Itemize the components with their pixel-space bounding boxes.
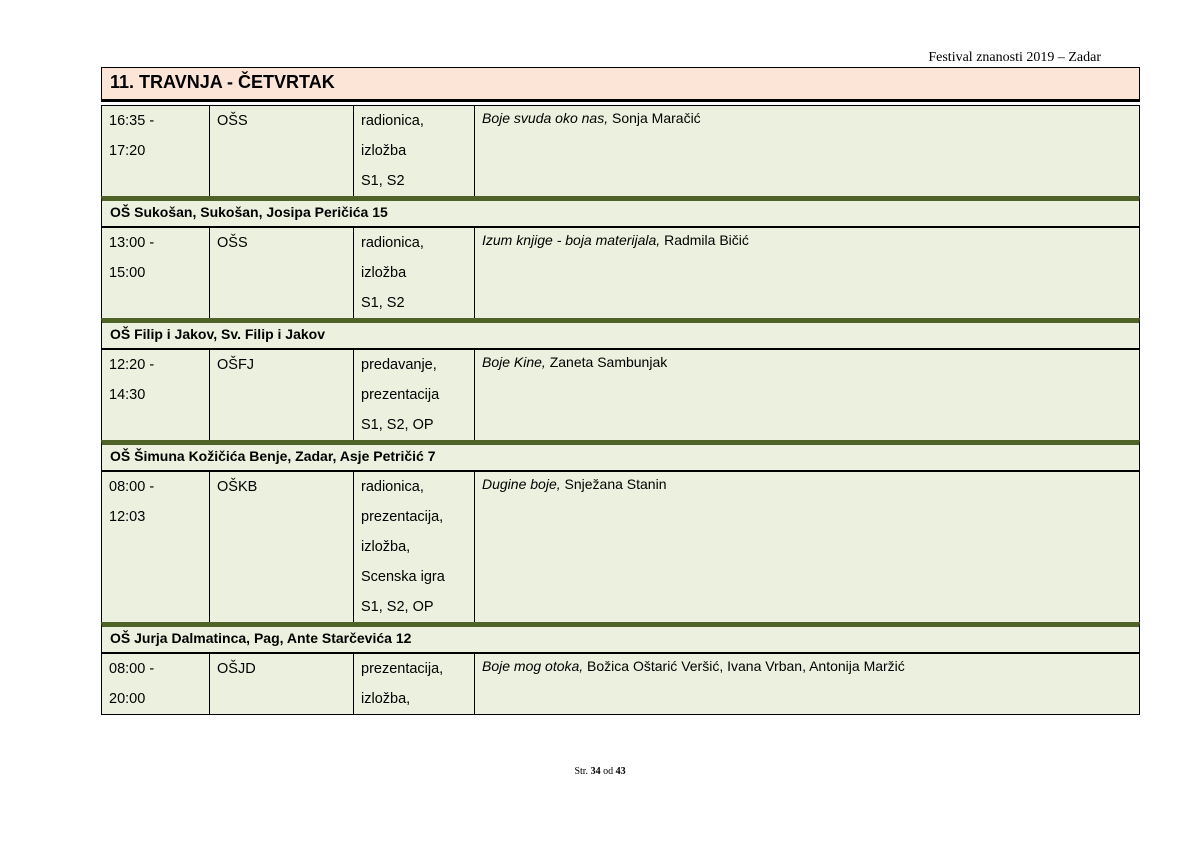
topic-title: Boje mog otoka, [482,658,584,674]
time-line: 16:35 - [109,113,155,129]
code-cell [210,654,354,715]
table-row [102,350,1140,441]
topic-authors: Snježana Stanin [560,476,667,492]
topic-cell [475,228,1140,319]
footer-prefix: Str. [574,766,589,777]
school-code: OŠKB [217,479,258,495]
table-row [102,106,1140,197]
activity-type: S1, S2 [361,173,405,189]
schedule-table [101,653,1140,715]
time-cell [102,350,210,441]
topic-title: Izum knjige - boja materijala, [482,232,661,248]
topic-cell [475,654,1140,715]
time-line: 08:00 - [109,479,155,495]
school-header: OŠ Sukošan, Sukošan, Josipa Peričića 15 [101,196,1140,227]
time-line: 08:00 - [109,661,155,677]
time-line: 20:00 [109,691,146,707]
activity-type: prezentacija [361,387,440,403]
time-cell [102,106,210,197]
activity-type: prezentacija, [361,509,444,525]
activity-type: izložba, [361,539,411,555]
school-header: OŠ Šimuna Kožičića Benje, Zadar, Asje Petričić 7 [101,440,1140,471]
topic-cell [475,106,1140,197]
schedule-table [101,471,1140,623]
activity-type: radionica, [361,113,424,129]
code-cell [210,106,354,197]
topic-title: Boje Kine, [482,354,546,370]
topic-cell [475,350,1140,441]
activity-type: Scenska igra [361,569,445,585]
type-cell [354,350,475,441]
activity-type: izložba [361,143,407,159]
activity-type: radionica, [361,235,424,251]
time-line: 15:00 [109,265,146,281]
activity-type: prezentacija, [361,661,444,677]
topic-authors: Sonja Maračić [608,110,701,126]
type-cell [354,228,475,319]
footer-page: 34 [590,766,601,777]
topic-authors: Zaneta Sambunjak [545,354,668,370]
topic-authors: Radmila Bičić [660,232,749,248]
topic-title: Dugine boje, [482,476,561,492]
page-footer [0,766,1200,777]
time-cell [102,472,210,623]
type-cell [354,654,475,715]
code-cell [210,350,354,441]
activity-type: S1, S2, OP [361,417,434,433]
page-header: Festival znanosti 2019 – Zadar [928,50,1101,65]
school-code: OŠFJ [217,357,255,373]
time-line: 17:20 [109,143,146,159]
activity-type: izložba, [361,691,411,707]
schedule-document [101,67,1140,715]
activity-type: radionica, [361,479,424,495]
footer-sep: od [603,766,614,777]
school-code: OŠJD [217,661,256,677]
time-cell [102,654,210,715]
activity-type: predavanje, [361,357,437,373]
schedule-table [101,227,1140,319]
activity-type: S1, S2, OP [361,599,434,615]
topic-authors: Božica Oštarić Veršić, Ivana Vrban, Antonija Maržić [583,658,905,674]
code-cell [210,228,354,319]
time-line: 12:20 - [109,357,155,373]
time-line: 12:03 [109,509,146,525]
school-code: OŠS [217,113,248,129]
topic-cell [475,472,1140,623]
activity-type: izložba [361,265,407,281]
schedule-blocks [101,105,1140,715]
table-row [102,654,1140,715]
code-cell [210,472,354,623]
time-line: 13:00 - [109,235,155,251]
type-cell [354,106,475,197]
schedule-table [101,105,1140,197]
footer-total: 43 [615,766,626,777]
activity-type: S1, S2 [361,295,405,311]
time-line: 14:30 [109,387,146,403]
table-row [102,228,1140,319]
day-title: 11. TRAVNJA - ČETVRTAK [101,67,1140,102]
schedule-table [101,349,1140,441]
school-header: OŠ Jurja Dalmatinca, Pag, Ante Starčevića 12 [101,622,1140,653]
school-code: OŠS [217,235,248,251]
table-row [102,472,1140,623]
school-header: OŠ Filip i Jakov, Sv. Filip i Jakov [101,318,1140,349]
type-cell [354,472,475,623]
topic-title: Boje svuda oko nas, [482,110,609,126]
time-cell [102,228,210,319]
